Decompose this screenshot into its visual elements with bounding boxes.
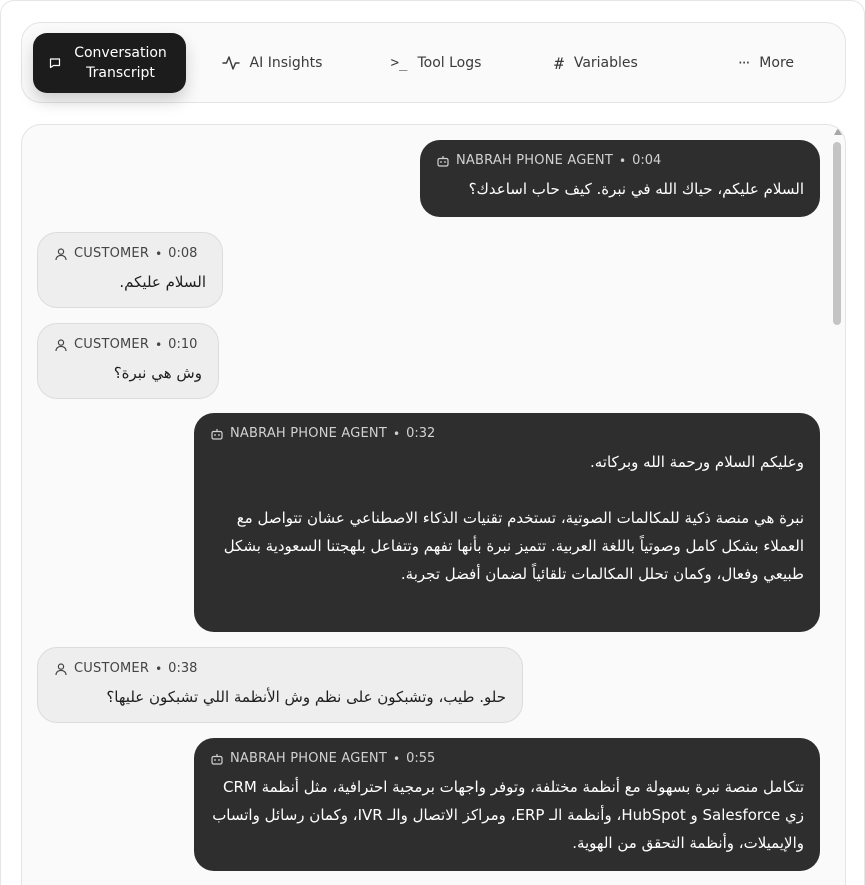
terminal-icon: >_: [390, 55, 408, 71]
bot-icon: [210, 427, 224, 441]
speaker-role: NABRAH PHONE AGENT: [230, 426, 387, 441]
message-meta: [436, 152, 804, 170]
speaker-role: NABRAH PHONE AGENT: [230, 751, 387, 766]
tab-variables[interactable]: [532, 33, 660, 93]
speaker-role: CUSTOMER: [74, 337, 150, 352]
message-time: 0:38: [168, 661, 198, 676]
transcript-panel: [21, 124, 846, 885]
tab-more[interactable]: [702, 33, 830, 93]
tab-conversation-transcript[interactable]: [33, 33, 186, 93]
scroll-up-arrow[interactable]: [834, 128, 842, 135]
message-meta: [210, 750, 804, 768]
message-text: تتكامل منصة نبرة بسهولة مع أنظمة مختلفة، وتوفر واجهات برمجية احترافية، مثل أنظمة CRM زي Salesforce و HubSpot، وأنظمة الـ ERP، ومراكز الاتصال والـ IVR، وكمان رسائل واتساب والإيميلات، وأنظمة التحقق من الهوية.: [212, 778, 804, 852]
pulse-icon: [222, 55, 240, 71]
tab-label: Tool Logs: [417, 55, 482, 71]
agent-message: [194, 413, 820, 632]
message-meta: [210, 425, 804, 443]
message-time: 0:04: [632, 153, 662, 168]
separator-dot: •: [392, 427, 401, 441]
message-text: السلام عليكم.: [119, 273, 206, 291]
bot-icon: [210, 752, 224, 766]
message-meta: [54, 336, 202, 354]
message-meta: [54, 245, 206, 263]
speaker-role: NABRAH PHONE AGENT: [456, 153, 613, 168]
tab-label: Conversation Transcript: [74, 45, 167, 81]
customer-message: [37, 647, 523, 723]
separator-dot: •: [155, 338, 163, 352]
user-icon: [54, 662, 68, 676]
message-text: وش هي نبرة؟: [113, 364, 202, 382]
agent-message: [194, 738, 820, 871]
bot-icon: [436, 154, 450, 168]
separator-dot: •: [155, 247, 163, 261]
message-time: 0:55: [406, 751, 436, 766]
message-time: 0:08: [168, 246, 198, 261]
speaker-role: CUSTOMER: [74, 661, 150, 676]
tab-label: More: [759, 55, 795, 71]
customer-message: [37, 323, 219, 399]
message-time: 0:10: [168, 337, 198, 352]
user-icon: [54, 338, 68, 352]
tab-tool-logs[interactable]: [372, 33, 500, 93]
separator-dot: •: [392, 752, 401, 766]
separator-dot: •: [618, 154, 627, 168]
chat-icon: [49, 57, 61, 69]
agent-message: [420, 140, 820, 217]
message-meta: [54, 660, 506, 678]
tab-bar: [21, 22, 846, 103]
customer-message: [37, 232, 223, 308]
scrollbar-thumb[interactable]: [833, 142, 841, 325]
separator-dot: •: [155, 662, 163, 676]
speaker-role: CUSTOMER: [74, 246, 150, 261]
user-icon: [54, 247, 68, 261]
hash-icon: #: [554, 53, 564, 73]
message-time: 0:32: [406, 426, 436, 441]
more-icon: ···: [737, 54, 750, 72]
tab-ai-insights[interactable]: [208, 33, 336, 93]
message-text: وعليكم السلام ورحمة الله وبركاته. نبرة هي منصة ذكية للمكالمات الصوتية، تستخدم تقنيات الذكاء الاصطناعي عشان تتواصل مع العملاء بشكل كامل وصوتياً باللغة العربية. تتميز نبرة بأنها تفهم وتتفاعل بلهجتنا السعودية بشكل طبيعي وفعال، وكمان تحلل المكالمات تلقائياً لضمان أفضل تجربة.: [223, 453, 804, 583]
message-text: حلو. طيب، وتشبكون على نظم وش الأنظمة اللي تشبكون عليها؟: [106, 688, 506, 706]
tab-label: Variables: [573, 55, 638, 71]
tab-label: AI Insights: [249, 55, 323, 71]
message-text: السلام عليكم، حياك الله في نبرة. كيف حاب اساعدك؟: [468, 180, 804, 198]
